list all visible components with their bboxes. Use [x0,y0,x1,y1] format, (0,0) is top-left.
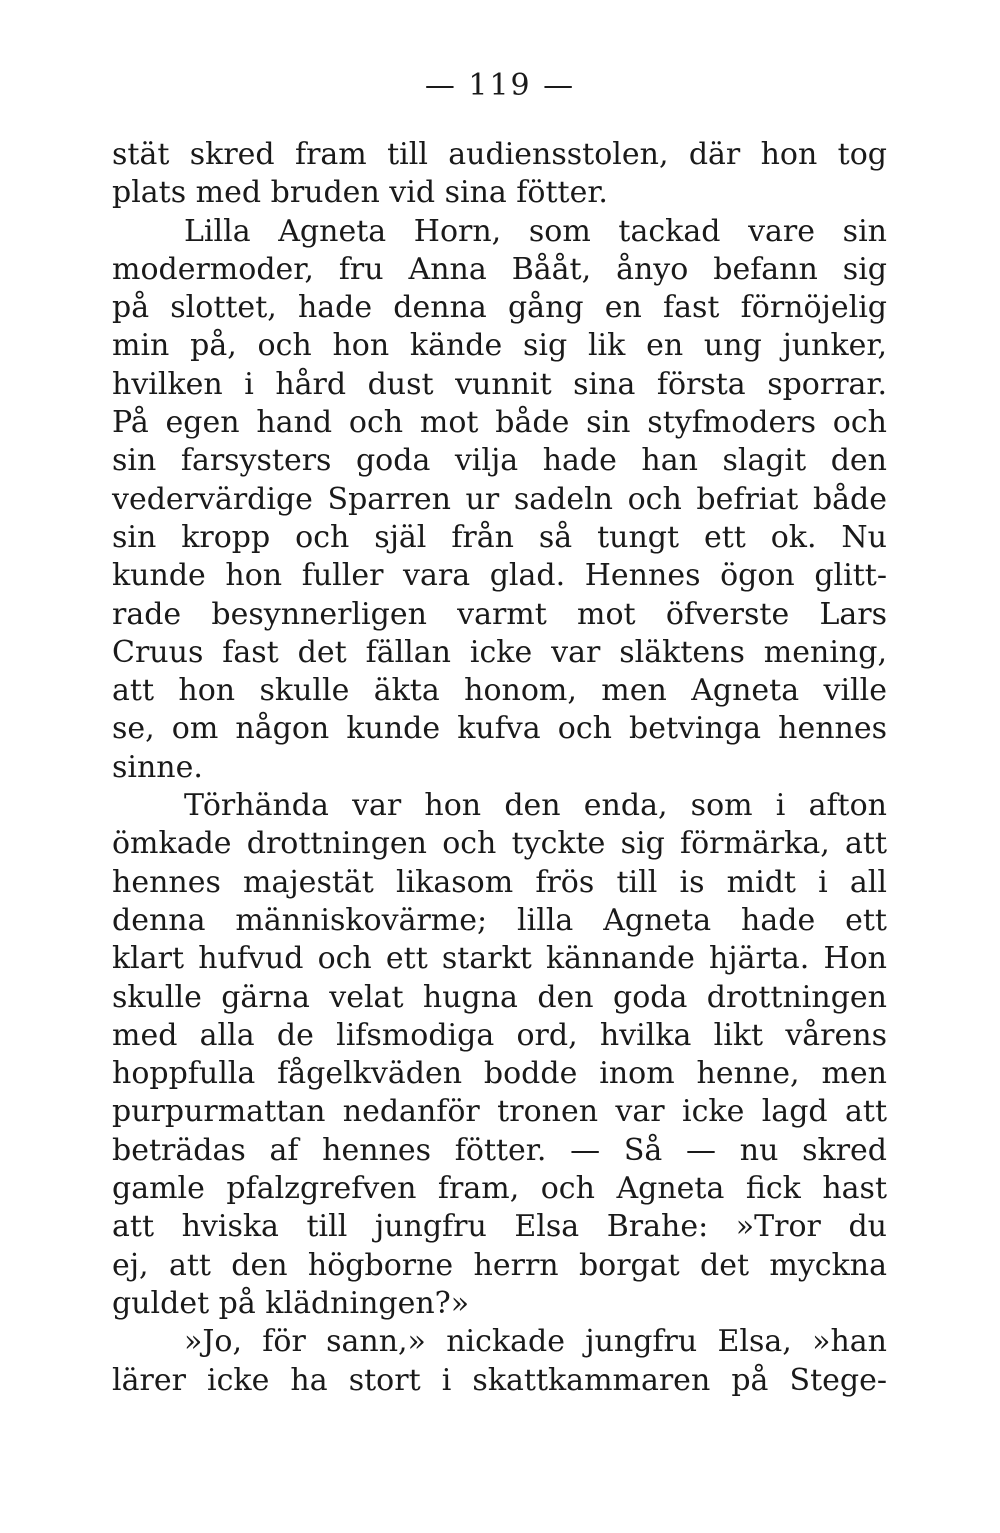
text-line: sin farsysters goda vilja hade han slagit den [112,443,887,479]
paragraph-start-line: Törhända var hon den enda, som i afton [184,788,887,824]
text-line: denna människovärme; lilla Agneta hade ett [112,902,887,938]
text-line: hvilken i hård dust vunnit sina första sporrar. [112,366,887,402]
text-line: kunde hon fuller vara glad. Hennes ögon glitt- [112,558,887,594]
text-line: ömkade drottningen och tyckte sig förmärka, att [112,826,887,862]
text-line: Cruus fast det fällan icke var släktens mening, [112,634,887,670]
text-line: guldet på klädningen?» [112,1285,470,1321]
text-line: på slottet, hade denna gång en fast förnöjelig [112,290,887,326]
text-line: sinne. [112,749,203,785]
text-line: sin kropp och själ från så tungt ett ok. Nu [112,519,887,555]
text-line: purpurmattan nedanför tronen var icke lagd att [112,1094,887,1130]
text-line: se, om någon kunde kufva och betvinga hennes [112,711,887,747]
text-line: hennes majestät likasom frös till is midt i all [112,864,887,900]
text-line: stät skred fram till audiensstolen, där hon tog [112,137,887,172]
text-line: modermoder, fru Anna Bååt, ånyo befann sig [112,251,887,287]
text-line: vedervärdige Sparren ur sadeln och befriat både [112,481,887,517]
text-line: gamle pfalzgrefven fram, och Agneta fick hast [112,1171,887,1207]
text-line: På egen hand och mot både sin styfmoders och [112,405,887,441]
text-line: rade besynnerligen varmt mot öfverste Lars [112,596,887,632]
paragraph-start-line: Lilla Agneta Horn, som tackad vare sin [184,213,887,249]
text-line: klart hufvud och ett starkt kännande hjärta. Hon [112,941,887,977]
text-line: att hon skulle äkta honom, men Agneta ville [112,673,887,709]
body-text [112,136,887,1400]
text-line: beträdas af hennes fötter. — Så — nu skred [112,1132,887,1168]
text-line: ej, att den högborne herrn borgat det myckna [112,1247,887,1283]
text-line: lärer icke ha stort i skattkammaren på Stege- [112,1362,887,1398]
text-line: min på, och hon kände sig lik en ung junker, [112,328,887,364]
page-number: — 119 — [424,68,576,103]
paragraph-start-line: »Jo, för sann,» nickade jungfru Elsa, »han [184,1324,887,1360]
text-line: att hviska till jungfru Elsa Brahe: »Tror du [112,1209,887,1245]
text-line: skulle gärna velat hugna den goda drottningen [112,979,887,1015]
text-line: med alla de lifsmodiga ord, hvilka likt vårens [112,1017,887,1053]
text-line: plats med bruden vid sina fötter. [112,175,608,211]
text-line: hoppfulla fågelkväden bodde inom henne, men [112,1056,887,1092]
